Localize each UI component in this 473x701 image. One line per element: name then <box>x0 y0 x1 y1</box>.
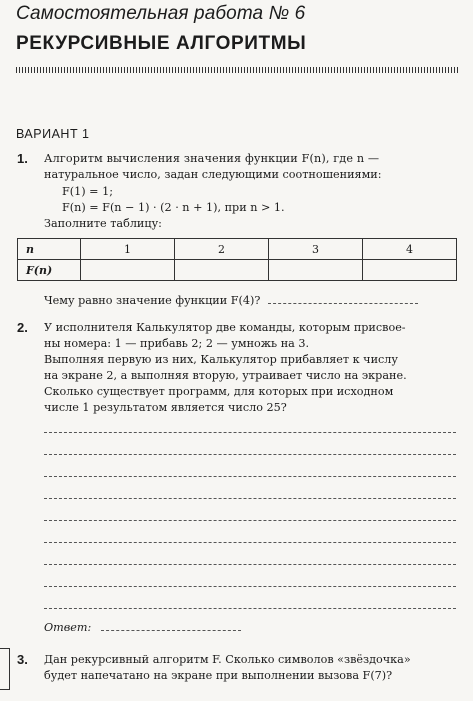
table-cell-f4[interactable] <box>363 260 457 281</box>
table-header-fn: F(n) <box>18 260 81 281</box>
question-1-followup <box>44 293 418 310</box>
question-1-number: 1. <box>17 151 28 166</box>
answer-line[interactable] <box>44 432 456 433</box>
table-col-2: 2 <box>175 239 269 260</box>
table-header-n: n <box>18 239 81 260</box>
question-1-line-1: Алгоритм вычисления значения функции F(n), где n — <box>44 152 380 165</box>
question-2-number: 2. <box>17 320 28 335</box>
question-3-line-2: будет напечатано на экране при выполнении вызова F(7)? <box>44 669 393 682</box>
question-1-line-2: натуральное число, задан следующими соотношениями: <box>44 168 382 181</box>
question-2-line-2: ны номера: 1 — прибавь 2; 2 — умножь на 3. <box>44 337 310 350</box>
header-divider <box>16 67 460 73</box>
table-cell-f1[interactable] <box>81 260 175 281</box>
question-1-instruction: Заполните таблицу: <box>44 217 162 230</box>
answer-line[interactable] <box>44 564 456 565</box>
answer-label: Ответ: <box>44 621 92 634</box>
question-2-line-4: на экране 2, а выполняя вторую, утраивает число на экране. <box>44 369 407 382</box>
table-cell-f2[interactable] <box>175 260 269 281</box>
question-1-followup-text: Чему равно значение функции F(4)? <box>44 294 261 307</box>
answer-line[interactable] <box>44 542 456 543</box>
worksheet-subtitle: Самостоятельная работа № 6 <box>16 3 306 24</box>
question-3-line-1: Дан рекурсивный алгоритм F. Сколько символов «звёздочка» <box>44 653 411 666</box>
answer-line[interactable] <box>44 476 456 477</box>
question-2-line-1: У исполнителя Калькулятор две команды, которым присвое- <box>44 321 406 334</box>
answer-line[interactable] <box>44 520 456 521</box>
question-2-line-6: числе 1 результатом является число 25? <box>44 401 287 414</box>
table-row <box>18 239 457 260</box>
table-row <box>18 260 457 281</box>
question-2-line-3: Выполняя первую из них, Калькулятор прибавляет к числу <box>44 353 398 366</box>
table-cell-f3[interactable] <box>269 260 363 281</box>
question-2-line-5: Сколько существует программ, для которых при исходном <box>44 385 394 398</box>
worksheet-title: РЕКУРСИВНЫЕ АЛГОРИТМЫ <box>16 33 307 54</box>
answer-blank-q1[interactable] <box>268 302 418 304</box>
answer-row-q2 <box>44 620 241 637</box>
answer-line[interactable] <box>44 498 456 499</box>
table-col-4: 4 <box>363 239 457 260</box>
answer-line[interactable] <box>44 608 456 609</box>
question-3-number: 3. <box>17 652 28 667</box>
table-col-3: 3 <box>269 239 363 260</box>
question-1-formula-1: F(1) = 1; <box>62 185 113 198</box>
answer-blank-q2[interactable] <box>101 629 241 631</box>
answer-line[interactable] <box>44 586 456 587</box>
table-col-1: 1 <box>81 239 175 260</box>
answer-line[interactable] <box>44 454 456 455</box>
page-edge-marker <box>0 648 10 690</box>
values-table <box>17 238 457 281</box>
variant-label: ВАРИАНТ 1 <box>16 127 90 141</box>
question-1-formula-2: F(n) = F(n − 1) · (2 · n + 1), при n > 1. <box>62 201 285 214</box>
